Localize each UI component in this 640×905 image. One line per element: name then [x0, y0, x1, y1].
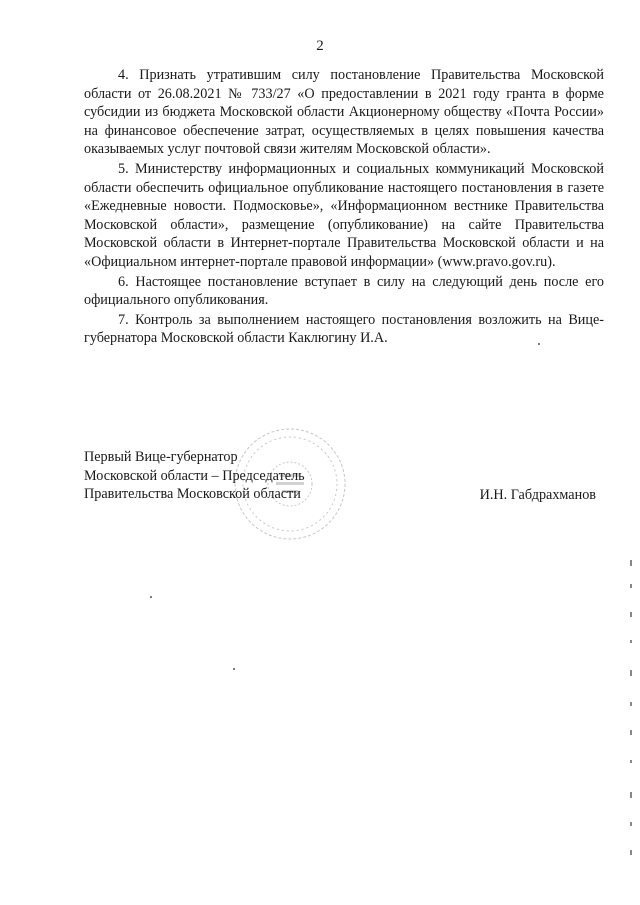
scan-speck [538, 343, 540, 345]
paragraph-7: 7. Контроль за выполнением настоящего постановления возложить на Вице-губернатора Московской области Каклюгину И.А. [84, 311, 604, 347]
signature-block [84, 448, 604, 504]
scan-speck [150, 596, 152, 598]
paragraph-4: 4. Признать утратившим силу постановление Правительства Московской области от 26.08.2021 № 733/27 «О предоставлении в 2021 году гранта в форме субсидии из бюджета Московской области Акционерному обществу «Почта России» на финансовое обеспечение затрат, осуществляемых в целях повышения качества оказываемых услуг почтовой связи жителям Московской области». [84, 67, 604, 158]
paragraph-5: 5. Министерству информационных и социальных коммуникаций Московской области обеспечить официальное опубликование настоящего постановления в газете «Ежедневные новости. Подмосковье», «Информационном вестнике Правительства Московской области», размещение (опубликование) на сайте Правительства Московской области в Интернет-портале Правительства Московской области и на «Официальном интернет-портале правовой информации» (www.pravo.gov.ru). [84, 160, 604, 270]
page-number: 2 [316, 38, 324, 54]
document-body [84, 66, 604, 349]
signatory-name: И.Н. Габдрахманов [479, 487, 596, 503]
scan-edge-marks [629, 560, 633, 860]
signatory-title-line: Московской области – Председатель [84, 467, 305, 484]
signatory-title-line: Первый Вице-губернатор [84, 449, 238, 465]
signatory-title-line: Правительства Московской области [84, 486, 301, 503]
scan-speck [233, 668, 235, 670]
paragraph-6: 6. Настоящее постановление вступает в силу на следующий день после его официального опубликования. [84, 273, 604, 309]
